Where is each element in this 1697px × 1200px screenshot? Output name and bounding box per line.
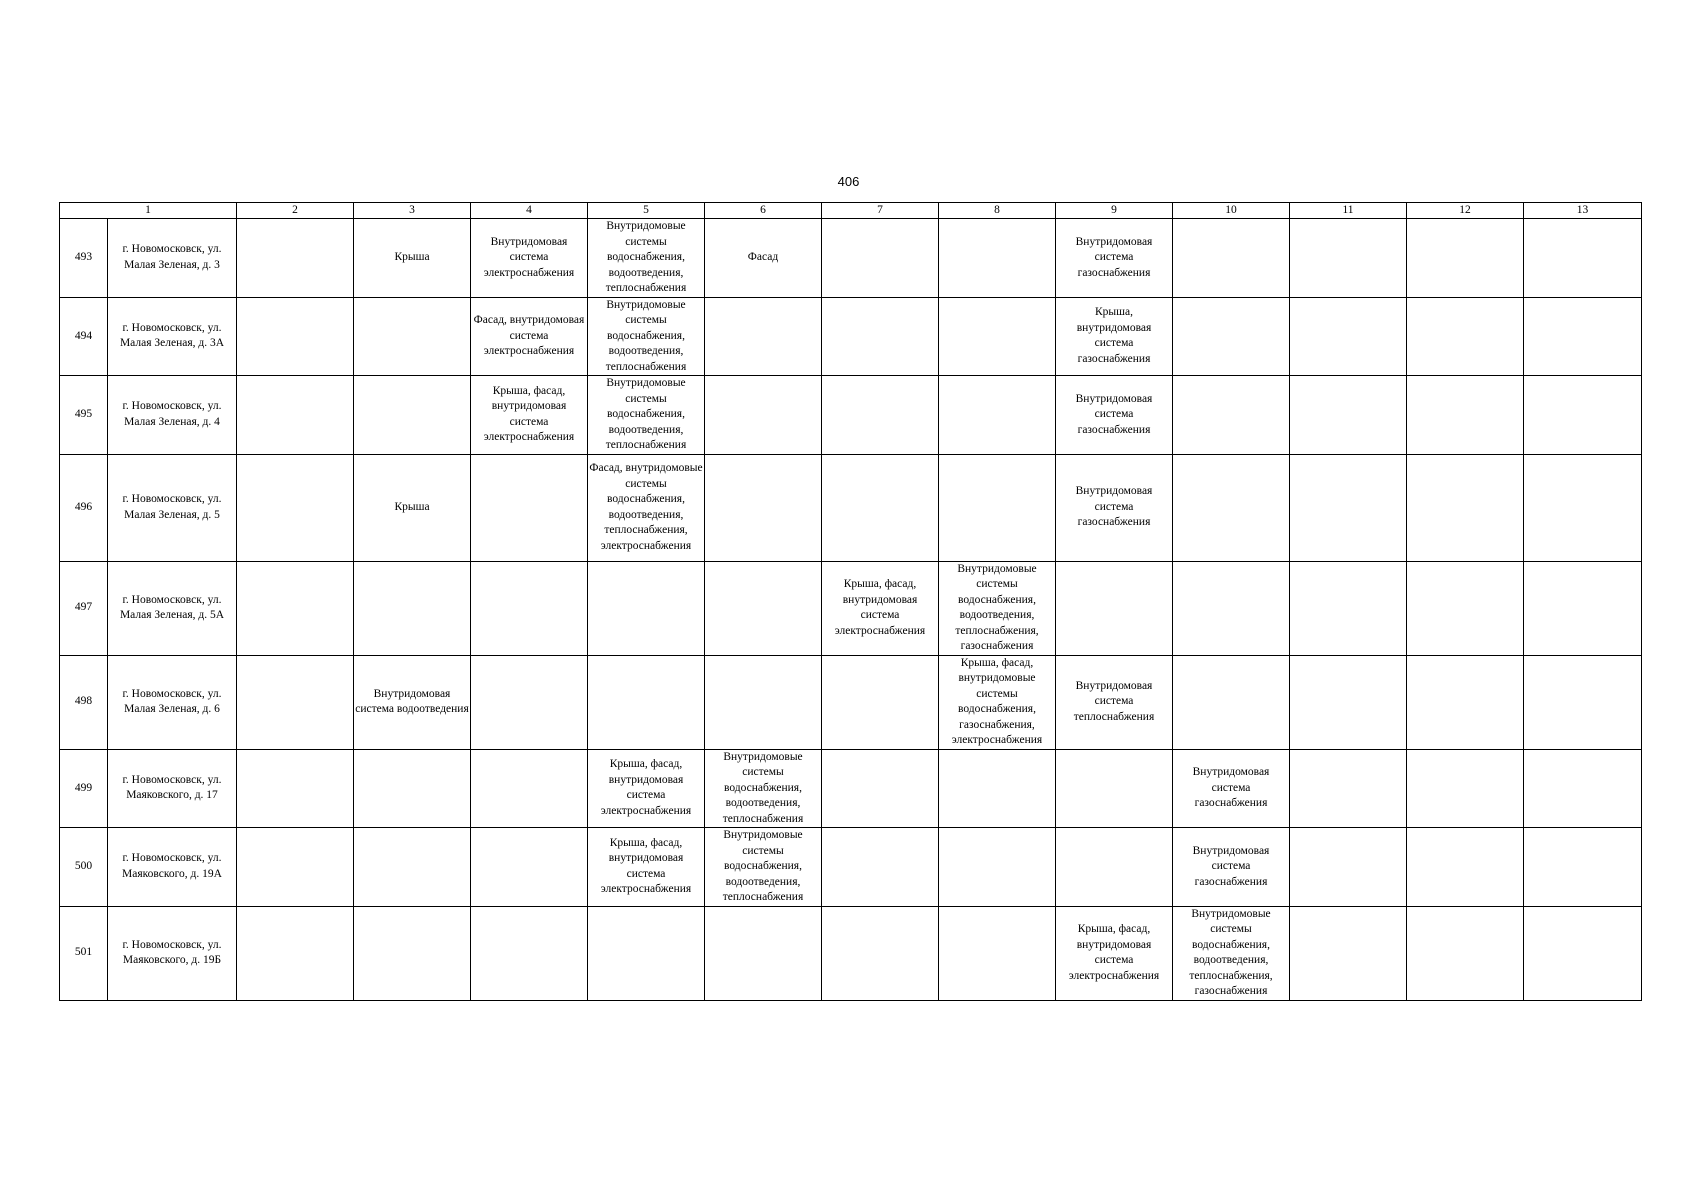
cell-col-12	[1407, 828, 1524, 907]
cell-col-5: Крыша, фасад, внутридомовая система электроснабжения	[588, 749, 705, 828]
cell-col-4	[471, 454, 588, 561]
row-number: 495	[60, 376, 108, 455]
cell-col-13	[1524, 376, 1642, 455]
cell-col-2	[237, 561, 354, 655]
cell-col-5	[588, 655, 705, 749]
cell-col-10	[1173, 376, 1290, 455]
table-row-501	[60, 906, 1642, 1000]
cell-col-4	[471, 906, 588, 1000]
cell-col-8	[939, 219, 1056, 298]
cell-col-2	[237, 749, 354, 828]
row-address: г. Новомосковск, ул. Маяковского, д. 19А	[108, 828, 237, 907]
cell-col-11	[1290, 219, 1407, 298]
cell-col-7	[822, 297, 939, 376]
cell-col-9: Крыша, внутридомовая система газоснабжения	[1056, 297, 1173, 376]
cell-col-9: Крыша, фасад, внутридомовая система электроснабжения	[1056, 906, 1173, 1000]
cell-col-2	[237, 297, 354, 376]
cell-col-7	[822, 219, 939, 298]
column-header-2: 2	[237, 203, 354, 219]
table-row-497	[60, 561, 1642, 655]
column-header-1: 1	[60, 203, 237, 219]
cell-col-5: Внутридомовые системы водоснабжения, водоотведения, теплоснабжения	[588, 376, 705, 455]
cell-col-13	[1524, 749, 1642, 828]
cell-col-10: Внутридомовые системы водоснабжения, водоотведения, теплоснабжения, газоснабжения	[1173, 906, 1290, 1000]
cell-col-3: Внутридомовая система водоотведения	[354, 655, 471, 749]
row-address: г. Новомосковск, ул. Малая Зеленая, д. 6	[108, 655, 237, 749]
row-number: 499	[60, 749, 108, 828]
cell-col-6	[705, 297, 822, 376]
cell-col-11	[1290, 454, 1407, 561]
row-address: г. Новомосковск, ул. Малая Зеленая, д. 3	[108, 219, 237, 298]
cell-col-13	[1524, 297, 1642, 376]
cell-col-2	[237, 376, 354, 455]
row-address: г. Новомосковск, ул. Маяковского, д. 17	[108, 749, 237, 828]
cell-col-9	[1056, 749, 1173, 828]
table-row-499	[60, 749, 1642, 828]
cell-col-5: Фасад, внутридомовые системы водоснабжения, водоотведения, теплоснабжения, электроснабжения	[588, 454, 705, 561]
cell-col-9	[1056, 828, 1173, 907]
cell-col-12	[1407, 906, 1524, 1000]
cell-col-6	[705, 376, 822, 455]
cell-col-9: Внутридомовая система газоснабжения	[1056, 219, 1173, 298]
row-number: 494	[60, 297, 108, 376]
cell-col-6	[705, 561, 822, 655]
cell-col-10: Внутридомовая система газоснабжения	[1173, 749, 1290, 828]
cell-col-7: Крыша, фасад, внутридомовая система электроснабжения	[822, 561, 939, 655]
cell-col-2	[237, 454, 354, 561]
cell-col-5: Крыша, фасад, внутридомовая система электроснабжения	[588, 828, 705, 907]
cell-col-2	[237, 219, 354, 298]
cell-col-10	[1173, 219, 1290, 298]
row-address: г. Новомосковск, ул. Малая Зеленая, д. 5А	[108, 561, 237, 655]
column-header-5: 5	[588, 203, 705, 219]
cell-col-4	[471, 561, 588, 655]
cell-col-3	[354, 376, 471, 455]
cell-col-13	[1524, 655, 1642, 749]
cell-col-11	[1290, 561, 1407, 655]
cell-col-7	[822, 828, 939, 907]
cell-col-11	[1290, 828, 1407, 907]
cell-col-3	[354, 906, 471, 1000]
cell-col-9: Внутридомовая система газоснабжения	[1056, 454, 1173, 561]
column-header-10: 10	[1173, 203, 1290, 219]
cell-col-13	[1524, 454, 1642, 561]
cell-col-8	[939, 906, 1056, 1000]
cell-col-7	[822, 655, 939, 749]
column-header-8: 8	[939, 203, 1056, 219]
cell-col-7	[822, 454, 939, 561]
row-number: 497	[60, 561, 108, 655]
row-address: г. Новомосковск, ул. Малая Зеленая, д. 3А	[108, 297, 237, 376]
cell-col-6	[705, 655, 822, 749]
cell-col-8	[939, 454, 1056, 561]
cell-col-8	[939, 297, 1056, 376]
cell-col-11	[1290, 376, 1407, 455]
cell-col-12	[1407, 655, 1524, 749]
cell-col-10	[1173, 655, 1290, 749]
cell-col-8	[939, 749, 1056, 828]
cell-col-9: Внутридомовая система теплоснабжения	[1056, 655, 1173, 749]
cell-col-10: Внутридомовая система газоснабжения	[1173, 828, 1290, 907]
table-row-496	[60, 454, 1642, 561]
cell-col-7	[822, 749, 939, 828]
cell-col-10	[1173, 297, 1290, 376]
row-address: г. Новомосковск, ул. Малая Зеленая, д. 4	[108, 376, 237, 455]
cell-col-9	[1056, 561, 1173, 655]
column-header-7: 7	[822, 203, 939, 219]
cell-col-4	[471, 749, 588, 828]
cell-col-3	[354, 828, 471, 907]
row-number: 498	[60, 655, 108, 749]
cell-col-2	[237, 655, 354, 749]
cell-col-9: Внутридомовая система газоснабжения	[1056, 376, 1173, 455]
table-row-493	[60, 219, 1642, 298]
cell-col-13	[1524, 219, 1642, 298]
cell-col-2	[237, 906, 354, 1000]
cell-col-8	[939, 828, 1056, 907]
row-number: 496	[60, 454, 108, 561]
cell-col-12	[1407, 749, 1524, 828]
table-row-500	[60, 828, 1642, 907]
cell-col-12	[1407, 454, 1524, 561]
cell-col-3	[354, 749, 471, 828]
cell-col-5: Внутридомовые системы водоснабжения, водоотведения, теплоснабжения	[588, 219, 705, 298]
cell-col-11	[1290, 749, 1407, 828]
row-address: г. Новомосковск, ул. Маяковского, д. 19Б	[108, 906, 237, 1000]
row-number: 493	[60, 219, 108, 298]
cell-col-13	[1524, 561, 1642, 655]
cell-col-7	[822, 906, 939, 1000]
cell-col-8: Внутридомовые системы водоснабжения, водоотведения, теплоснабжения, газоснабжения	[939, 561, 1056, 655]
cell-col-4: Крыша, фасад, внутридомовая система электроснабжения	[471, 376, 588, 455]
cell-col-12	[1407, 219, 1524, 298]
column-header-6: 6	[705, 203, 822, 219]
cell-col-6: Внутридомовые системы водоснабжения, водоотведения, теплоснабжения	[705, 828, 822, 907]
cell-col-11	[1290, 906, 1407, 1000]
cell-col-4	[471, 828, 588, 907]
cell-col-6	[705, 454, 822, 561]
cell-col-6: Фасад	[705, 219, 822, 298]
cell-col-3: Крыша	[354, 219, 471, 298]
repair-schedule-table	[59, 202, 1642, 1001]
cell-col-5: Внутридомовые системы водоснабжения, водоотведения, теплоснабжения	[588, 297, 705, 376]
cell-col-13	[1524, 828, 1642, 907]
cell-col-4	[471, 655, 588, 749]
cell-col-8: Крыша, фасад, внутридомовые системы водоснабжения, газоснабжения, электроснабжения	[939, 655, 1056, 749]
column-header-11: 11	[1290, 203, 1407, 219]
cell-col-3	[354, 561, 471, 655]
cell-col-13	[1524, 906, 1642, 1000]
cell-col-11	[1290, 297, 1407, 376]
row-address: г. Новомосковск, ул. Малая Зеленая, д. 5	[108, 454, 237, 561]
cell-col-6	[705, 906, 822, 1000]
cell-col-10	[1173, 454, 1290, 561]
cell-col-5	[588, 906, 705, 1000]
cell-col-4: Внутридомовая система электроснабжения	[471, 219, 588, 298]
table-row-494	[60, 297, 1642, 376]
column-header-9: 9	[1056, 203, 1173, 219]
cell-col-6: Внутридомовые системы водоснабжения, водоотведения, теплоснабжения	[705, 749, 822, 828]
table-row-498	[60, 655, 1642, 749]
column-header-3: 3	[354, 203, 471, 219]
cell-col-3: Крыша	[354, 454, 471, 561]
cell-col-12	[1407, 376, 1524, 455]
column-number-header-row	[60, 203, 1642, 219]
cell-col-5	[588, 561, 705, 655]
column-header-13: 13	[1524, 203, 1642, 219]
table-row-495	[60, 376, 1642, 455]
cell-col-12	[1407, 297, 1524, 376]
cell-col-2	[237, 828, 354, 907]
column-header-12: 12	[1407, 203, 1524, 219]
cell-col-8	[939, 376, 1056, 455]
cell-col-12	[1407, 561, 1524, 655]
cell-col-10	[1173, 561, 1290, 655]
row-number: 500	[60, 828, 108, 907]
page-number: 406	[837, 174, 860, 189]
cell-col-7	[822, 376, 939, 455]
cell-col-3	[354, 297, 471, 376]
cell-col-4: Фасад, внутридомовая система электроснабжения	[471, 297, 588, 376]
column-header-4: 4	[471, 203, 588, 219]
row-number: 501	[60, 906, 108, 1000]
cell-col-11	[1290, 655, 1407, 749]
